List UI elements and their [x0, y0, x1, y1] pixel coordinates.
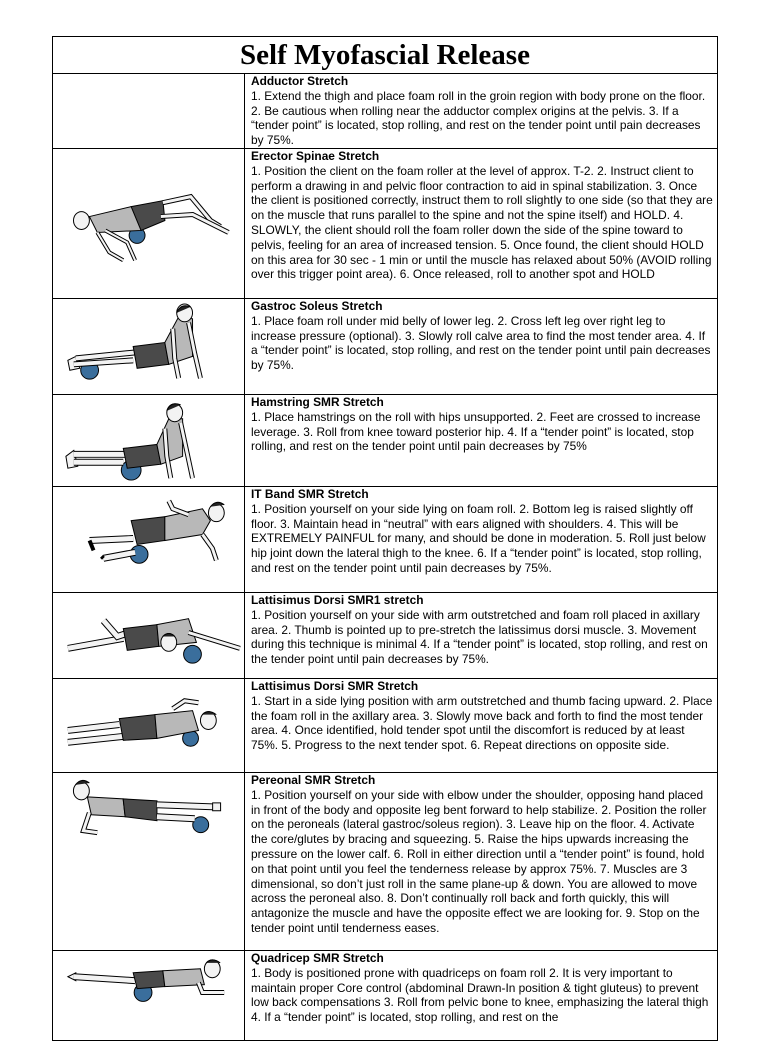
row-description: 1. Extend the thigh and place foam roll in the groin region with body prone on the floor. 2. Be cautious when rolling near the adductor complex origins at the pelvis. 3. If a “tender point” is located, stop rolling, and rest on the tender point until pain decreases by 75%.: [251, 88, 706, 148]
row-description: 1. Place foam roll under mid belly of lower leg. 2. Cross left leg over right leg to increase pressure (optional). 3. Slowly roll calve area to find the most tender area. 4. If a “tender point” is located, stop rolling, and rest on the tender point until pain decreases by 75%.: [251, 313, 711, 373]
smr-table: [52, 36, 718, 1041]
it-band-figure-icon: [53, 487, 244, 592]
row-heading: Hamstring SMR Stretch: [251, 395, 384, 409]
row-heading: Quadricep SMR Stretch: [251, 951, 384, 965]
row-text: [245, 299, 717, 394]
table-row: [53, 679, 717, 773]
table-row: [53, 149, 717, 299]
illustration-cell: [53, 74, 245, 148]
hamstring-figure-icon: [53, 395, 244, 486]
illustration-cell: [53, 149, 245, 298]
row-description: 1. Position yourself on your side with arm outstretched and foam roll placed in axillary area. 2. Thumb is pointed up to pre-stretch the latissimus dorsi muscle. 3. Movement during this technique is minimal 4. If a “tender point” is located, stop rolling, and rest on the tender point until pain decreases by 75%.: [251, 607, 708, 667]
table-row: [53, 395, 717, 487]
row-heading: Erector Spinae Stretch: [251, 149, 380, 163]
row-text: [245, 773, 717, 950]
row-description: 1. Body is positioned prone with quadriceps on foam roll 2. It is very important to maintain proper Core control (abdominal Drawn-In position & tight gluteus) to prevent low back compensations 3. Roll from pelvic bone to knee, emphasizing the lateral thigh 4. If a “tender point” is located, stop rolling, and rest on the: [251, 965, 709, 1025]
illustration-cell: [53, 679, 245, 772]
illustration-cell: [53, 299, 245, 394]
row-text: [245, 487, 717, 592]
row-text: [245, 149, 717, 298]
row-text: [245, 951, 717, 1040]
row-heading: IT Band SMR Stretch: [251, 487, 369, 501]
row-text: [245, 74, 717, 148]
erector-spinae-figure-icon: [53, 149, 244, 298]
row-description: 1. Position the client on the foam roller at the level of approx. T-2. 2. Instruct client to perform a drawing in and pelvic floor contraction to aid in spinal stabilization. 3. Once the client is positioned correctly, instruct them to roll slightly to one side (so that they are on the muscle that runs parallel to the spine and not the spine itself) and HOLD. 4. SLOWLY, the client should roll the foam roller down the side of the spine toward to pelvis, feeling for an area of increased tension. 5. Once found, the client should HOLD on this area for 30 sec - 1 min or until the muscle has relaxed about 50% (AVOID rolling over this trigger point area). 6. Once released, roll to another spot and HOLD: [251, 163, 713, 282]
peroneal-figure-icon: [53, 773, 244, 950]
row-text: [245, 679, 717, 772]
row-text: [245, 395, 717, 486]
table-row: [53, 299, 717, 395]
row-text: [245, 593, 717, 678]
table-row: [53, 951, 717, 1041]
row-heading: Lattisimus Dorsi SMR1 stretch: [251, 593, 424, 607]
lat-dorsi-1-figure-icon: [53, 593, 244, 678]
row-description: 1. Place hamstrings on the roll with hips unsupported. 2. Feet are crossed to increase leverage. 3. Roll from knee toward posterior hip. 4. If a “tender point” is located, stop rolling, and rest on the tender point until pain decreases by 75%: [251, 409, 701, 454]
illustration-cell: [53, 395, 245, 486]
gastroc-soleus-figure-icon: [53, 299, 244, 394]
quadricep-figure-icon: [53, 951, 244, 1040]
row-heading: Lattisimus Dorsi SMR Stretch: [251, 679, 419, 693]
row-description: 1. Position yourself on your side lying on foam roll. 2. Bottom leg is raised slightly off floor. 3. Maintain head in “neutral” with ears aligned with shoulders. 4. This will be EXTREMELY PAINFUL for many, and should be done in moderation. 5. Roll just below hip joint down the lateral thigh to the knee. 6. If a “tender point” is located, stop rolling, and rest on the tender point until pain decreases by 75%.: [251, 501, 706, 575]
illustration-cell: [53, 487, 245, 592]
table-row: [53, 773, 717, 951]
lat-dorsi-2-figure-icon: [53, 679, 244, 772]
illustration-cell: [53, 951, 245, 1040]
illustration-cell: [53, 773, 245, 950]
table-row: [53, 593, 717, 679]
row-heading: Gastroc Soleus Stretch: [251, 299, 383, 313]
row-heading: Adductor Stretch: [251, 74, 349, 88]
row-description: 1. Position yourself on your side with elbow under the shoulder, opposing hand placed in front of the body and opposite leg bent forward to help stabilize. 2. Position the roller on the peroneals (lateral gastroc/soleus region). 3. Leave hip on the floor. 4. Activate the core/glutes by bracing and squeezing. 5. Raise the hips upwards increasing the pressure on the lower calf. 6. Roll in either direction until a “tender point” is found, hold on that point until you feel the tenderness release by approx 75%. 7. Muscles are 3 dimensional, so don’t just roll in the same plane-up & down. You are allowed to move across the peroneal also. 8. Don’t continually roll back and forth quickly, this will antagonize the muscle and have the opposite effect we are looking for. 9. Stop on the tender point until tenderness eases.: [251, 787, 707, 935]
table-row: [53, 74, 717, 149]
row-description: 1. Start in a side lying position with arm outstretched and thumb facing upward. 2. Place the foam roll in the axillary area. 3. Slowly move back and forth to find the most tender area. 4. Once identified, hold tender spot until the discomfort is reduced by at least 75%. 5. Progress to the next tender spot. 6. Repeat directions on opposite side.: [251, 693, 713, 753]
illustration-cell: [53, 593, 245, 678]
page-title: Self Myofascial Release: [53, 37, 717, 74]
table-row: [53, 487, 717, 593]
row-heading: Pereonal SMR Stretch: [251, 773, 376, 787]
